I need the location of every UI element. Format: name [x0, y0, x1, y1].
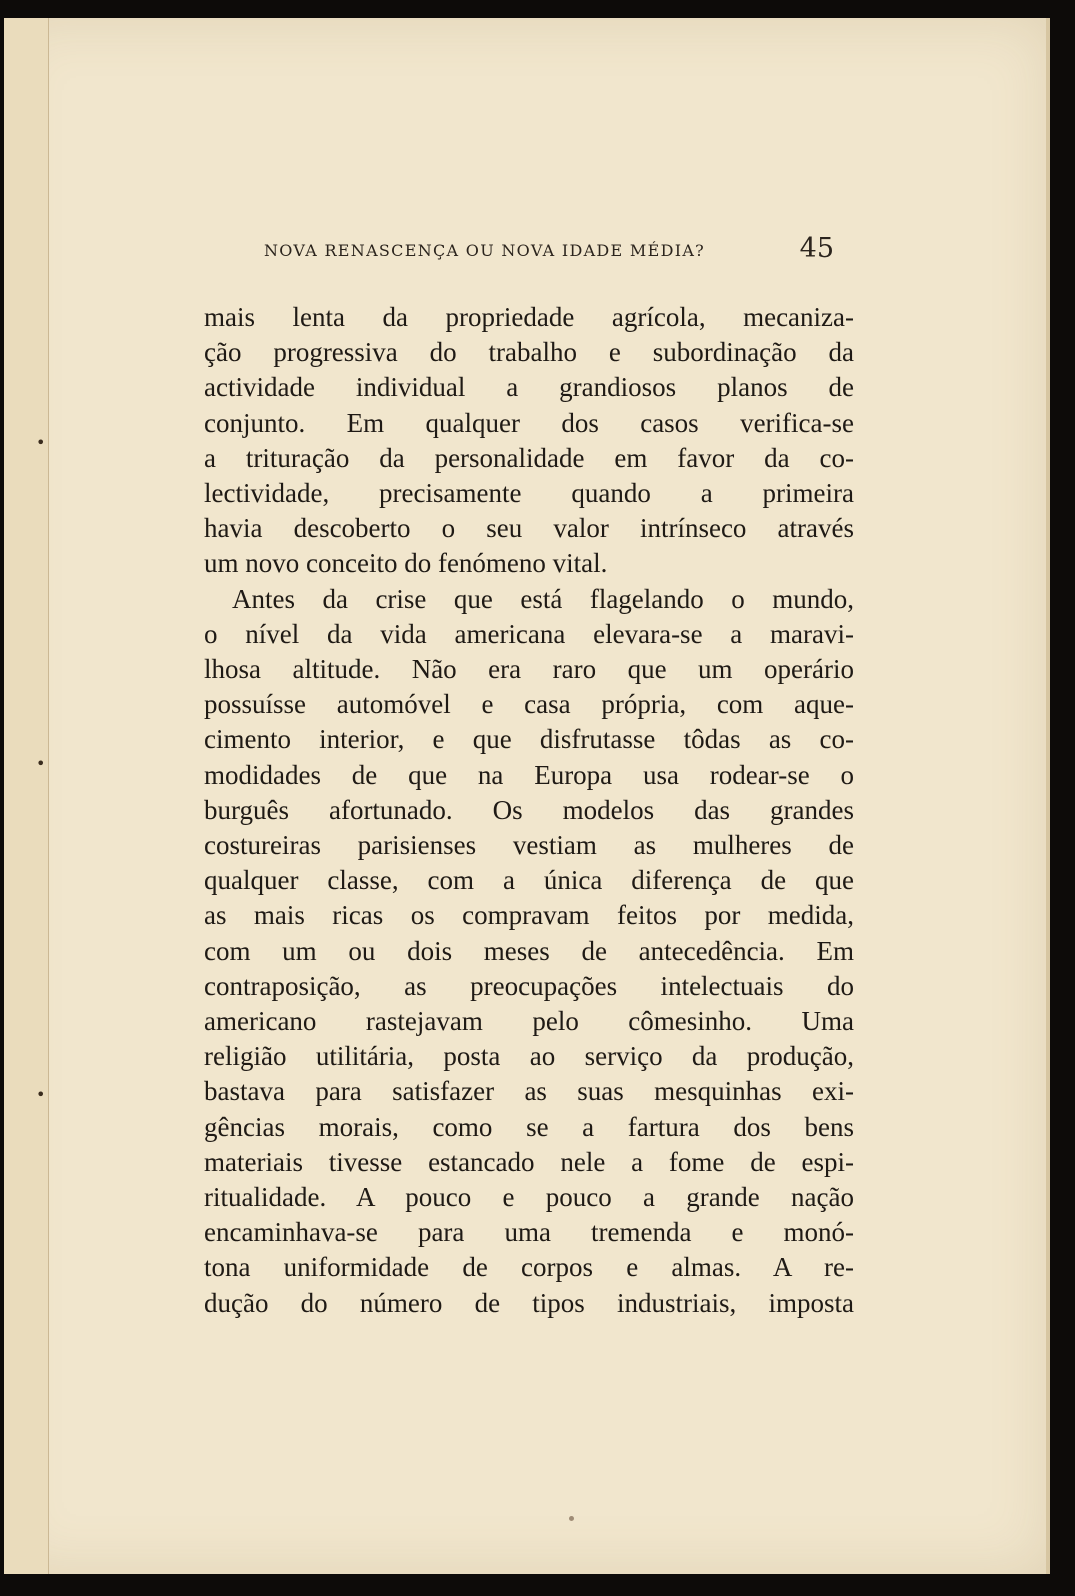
text-line: modidades de que na Europa usa rodear-se o	[204, 759, 854, 790]
text-line: mais lenta da propriedade agrícola, mecaniza-	[204, 302, 854, 332]
binding-mark: •	[36, 754, 46, 773]
binding-mark: •	[36, 1085, 46, 1104]
text-line: actividade individual a grandiosos planos de	[204, 372, 854, 403]
text-line: um novo conceito do fenómeno vital.	[204, 548, 608, 579]
text-line: lectividade, precisamente quando a primeira	[204, 478, 854, 509]
print-speck	[569, 1516, 574, 1521]
text-line: a trituração da personalidade em favor da co-	[204, 442, 854, 473]
text-line: gências morais, como se a fartura dos bens	[204, 1111, 854, 1142]
text-line: encaminhava-se para uma tremenda e monó-	[204, 1217, 854, 1248]
page-number: 45	[799, 233, 834, 264]
text-line: religião utilitária, posta ao serviço da produção,	[204, 1041, 854, 1072]
text-line: lhosa altitude. Não era raro que um operário	[204, 654, 854, 685]
text-line: americano rastejavam pelo cômesinho. Uma	[204, 1006, 854, 1037]
text-line: o nível da vida americana elevara-se a maravi-	[204, 618, 854, 649]
text-line: bastava para satisfazer as suas mesquinhas exi-	[204, 1076, 854, 1107]
binding-mark: •	[36, 433, 46, 452]
text-line: contraposição, as preocupações intelectuais do	[204, 970, 854, 1001]
text-line: ção progressiva do trabalho e subordinação da	[204, 337, 854, 368]
text-line: as mais ricas os compravam feitos por medida,	[204, 900, 854, 931]
text-line: possuísse automóvel e casa própria, com aque-	[204, 689, 854, 720]
text-line: conjunto. Em qualquer dos casos verifica-se	[204, 407, 854, 438]
text-line: materiais tivesse estancado nele a fome de espi-	[204, 1146, 854, 1177]
text-line: com um ou dois meses de antecedência. Em	[204, 935, 854, 966]
text-line: costureiras parisienses vestiam as mulheres de	[204, 830, 854, 861]
text-line: havia descoberto o seu valor intrínseco através	[204, 513, 854, 544]
page-edge	[1046, 18, 1050, 1574]
text-line: tona uniformidade de corpos e almas. A re-	[204, 1252, 854, 1283]
text-line: qualquer classe, com a única diferença de que	[204, 865, 854, 896]
binding-margin	[4, 18, 49, 1574]
text-line: dução do número de tipos industriais, imposta	[204, 1287, 854, 1318]
text-line: burguês afortunado. Os modelos das grandes	[204, 794, 854, 825]
text-line: cimento interior, e que disfrutasse tôdas as co-	[204, 724, 854, 755]
body-paragraphs	[204, 300, 854, 1321]
text-line: Antes da crise que está flagelando o mundo,	[232, 583, 854, 614]
running-head-title: NOVA RENASCENÇA OU NOVA IDADE MÉDIA?	[264, 241, 706, 260]
running-head	[264, 233, 834, 263]
text-line: ritualidade. A pouco e pouco a grande nação	[204, 1182, 854, 1213]
